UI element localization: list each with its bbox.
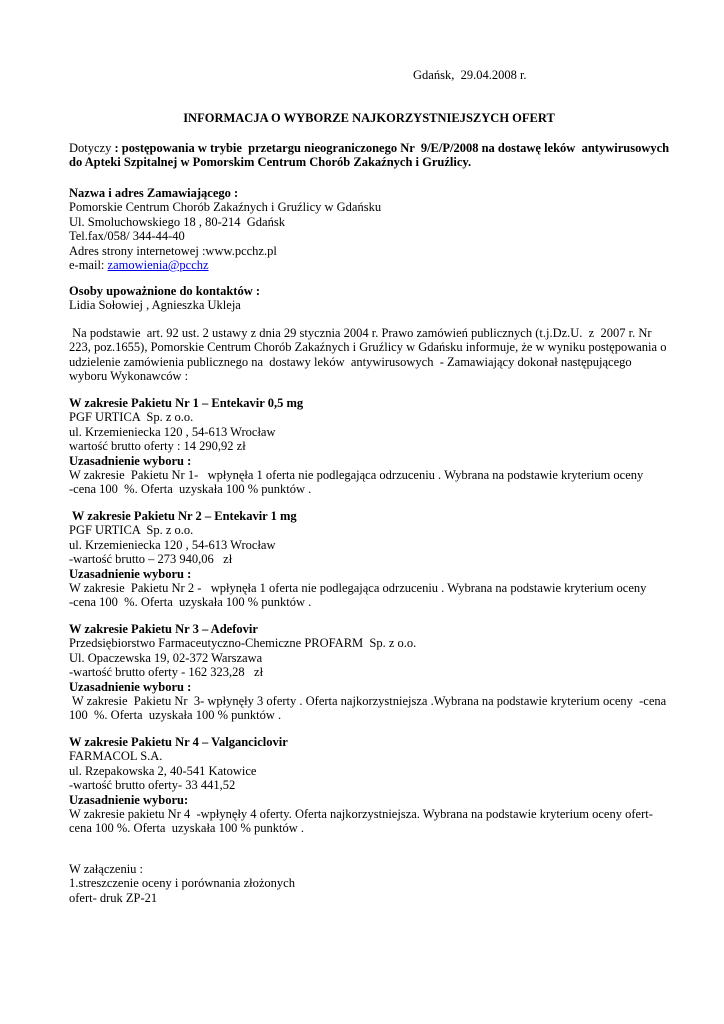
contacts-block bbox=[69, 284, 669, 313]
attachments-heading: W załączeniu : bbox=[69, 862, 144, 876]
contacts-heading: Osoby upoważnione do kontaktów : bbox=[69, 284, 261, 298]
package-value: wartość brutto oferty : 14 290,92 zł bbox=[69, 439, 246, 454]
package-address: ul. Rzepakowska 2, 40-541 Katowice bbox=[69, 763, 257, 778]
contacts-names: Lidia Sołowiej , Agnieszka Ukleja bbox=[69, 298, 241, 313]
package-value: -wartość brutto oferty - 162 323,28 zł bbox=[69, 665, 264, 680]
package-value: -wartość brutto oferty- 33 441,52 bbox=[69, 778, 236, 793]
email-link[interactable]: zamowienia@pcchz bbox=[107, 258, 209, 273]
intro-line: wyboru Wykonawców : bbox=[69, 369, 189, 384]
orderer-address: Ul. Smoluchowskiego 18 , 80-214 Gdańsk bbox=[69, 214, 285, 229]
intro-line: udzielenie zamówienia publicznego na dostawy leków antywirusowych - Zamawiający dokonał następującego bbox=[69, 354, 632, 369]
package-value: -wartość brutto – 273 940,06 zł bbox=[69, 552, 233, 567]
justification-heading: Uzasadnienie wyboru : bbox=[69, 453, 192, 468]
document-title: INFORMACJA O WYBORZE NAJKORZYSTNIEJSZYCH OFERT bbox=[183, 111, 555, 125]
orderer-heading: Nazwa i adres Zamawiającego : bbox=[69, 186, 239, 200]
orderer-name: Pomorskie Centrum Chorób Zakaźnych i Gruźlicy w Gdańsku bbox=[69, 200, 382, 215]
email-label: e-mail: bbox=[69, 258, 108, 273]
attachment-item: ofert- druk ZP-21 bbox=[69, 890, 158, 905]
subject-line-1 bbox=[69, 141, 669, 155]
document-date: Gdańsk, 29.04.2008 r. bbox=[413, 68, 527, 82]
package-vendor: PGF URTICA Sp. z o.o. bbox=[69, 410, 194, 425]
package-3 bbox=[69, 622, 669, 723]
justification-line: W zakresie Pakietu Nr 2 - wpłynęła 1 oferta nie podlegająca odrzuceniu . Wybrana na podstawie kryterium oceny bbox=[69, 581, 647, 596]
subject-block bbox=[69, 141, 669, 170]
justification-heading: Uzasadnienie wyboru : bbox=[69, 566, 192, 581]
package-vendor: Przedsiębiorstwo Farmaceutyczno-Chemiczne PROFARM Sp. z o.o. bbox=[69, 636, 417, 651]
intro-line: 223, poz.1655), Pomorskie Centrum Chorób Zakaźnych i Gruźlicy w Gdańsku informuje, że w wyniku postępowania o bbox=[69, 340, 667, 355]
attachment-item: 1.streszczenie oceny i porównania złożonych bbox=[69, 876, 295, 891]
justification-line: 100 %. Oferta uzyskała 100 % punktów . bbox=[69, 708, 282, 723]
subject-line-2: do Apteki Szpitalnej w Pomorskim Centrum Chorób Zakaźnych i Gruźlicy. bbox=[69, 155, 472, 170]
package-heading: W zakresie Pakietu Nr 2 – Entekavir 1 mg bbox=[69, 509, 297, 523]
package-2 bbox=[69, 509, 669, 610]
package-heading: W zakresie Pakietu Nr 1 – Entekavir 0,5 mg bbox=[69, 396, 304, 410]
justification-line: W zakresie Pakietu Nr 1- wpłynęła 1 oferta nie podlegająca odrzuceniu . Wybrana na podstawie kryterium oceny bbox=[69, 468, 644, 483]
justification-line: -cena 100 %. Oferta uzyskała 100 % punktów . bbox=[69, 482, 312, 497]
orderer-website: Adres strony internetowej :www.pcchz.pl bbox=[69, 243, 277, 258]
justification-heading: Uzasadnienie wyboru: bbox=[69, 792, 189, 807]
attachments-block bbox=[69, 862, 669, 905]
intro-paragraph bbox=[69, 326, 669, 384]
package-vendor: PGF URTICA Sp. z o.o. bbox=[69, 523, 194, 538]
justification-line: W zakresie pakietu Nr 4 -wpłynęły 4 oferty. Oferta najkorzystniejsza. Wybrana na podstawie kryterium oceny ofert- bbox=[69, 807, 653, 822]
package-1 bbox=[69, 396, 669, 497]
package-vendor: FARMACOL S.A. bbox=[69, 749, 163, 764]
orderer-phone: Tel.fax/058/ 344-44-40 bbox=[69, 229, 185, 244]
justification-heading: Uzasadnienie wyboru : bbox=[69, 679, 192, 694]
justification-line: W zakresie Pakietu Nr 3- wpłynęły 3 oferty . Oferta najkorzystniejsza .Wybrana na podstawie kryterium oceny -cena bbox=[69, 694, 667, 709]
package-heading: W zakresie Pakietu Nr 3 – Adefovir bbox=[69, 622, 258, 636]
subject-text: : postępowania w trybie przetargu nieograniczonego Nr 9/E/P/2008 na dostawę leków antywirusowych bbox=[114, 141, 670, 155]
subject-prefix: Dotyczy bbox=[69, 141, 115, 155]
package-address: ul. Krzemieniecka 120 , 54-613 Wrocław bbox=[69, 537, 276, 552]
intro-line: Na podstawie art. 92 ust. 2 ustawy z dnia 29 stycznia 2004 r. Prawo zamówień publicznych (t.j.Dz.U. z 2007 r. Nr bbox=[69, 326, 652, 340]
package-4 bbox=[69, 735, 669, 836]
package-address: ul. Krzemieniecka 120 , 54-613 Wrocław bbox=[69, 424, 276, 439]
orderer-block bbox=[69, 186, 669, 272]
package-heading: W zakresie Pakietu Nr 4 – Valganciclovir bbox=[69, 735, 288, 749]
orderer-email bbox=[69, 258, 669, 272]
package-address: Ul. Opaczewska 19, 02-372 Warszawa bbox=[69, 650, 263, 665]
justification-line: cena 100 %. Oferta uzyskała 100 % punktów . bbox=[69, 821, 304, 836]
justification-line: -cena 100 %. Oferta uzyskała 100 % punktów . bbox=[69, 595, 312, 610]
